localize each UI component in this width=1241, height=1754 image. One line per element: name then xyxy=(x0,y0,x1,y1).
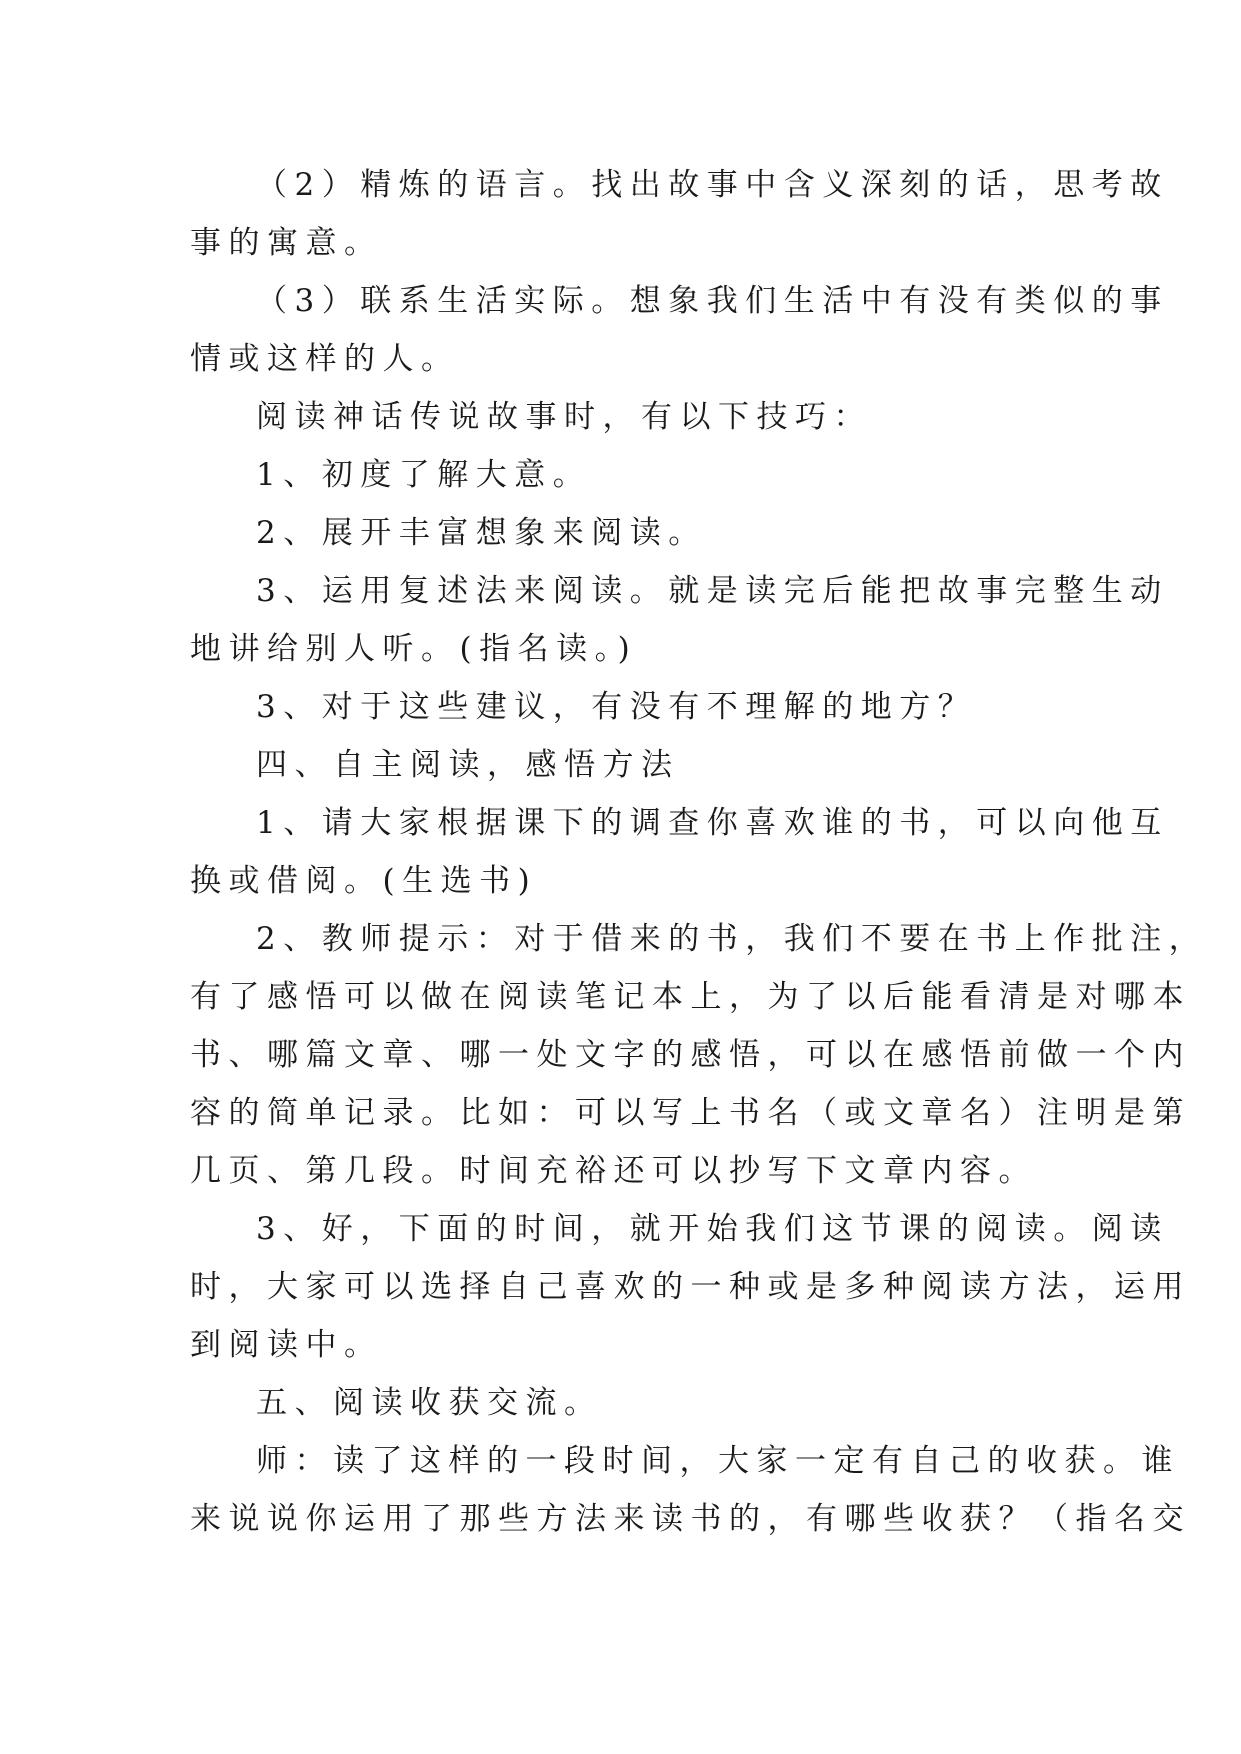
text-line: 1、初度了解大意。 xyxy=(256,457,592,493)
text-line: （3）联系生活实际。想象我们生活中有没有类似的事 xyxy=(256,283,1169,319)
text-line: 来说说你运用了那些方法来读书的，有哪些收获？（指名交 xyxy=(190,1501,1191,1537)
text-line: 容的简单记录。比如：可以写上书名（或文章名）注明是第 xyxy=(190,1095,1191,1131)
text-line: 情或这样的人。 xyxy=(190,341,460,377)
text-line: 有了感悟可以做在阅读笔记本上，为了以后能看清是对哪本 xyxy=(190,979,1191,1015)
text-line: 2、展开丰富想象来阅读。 xyxy=(256,515,707,551)
text-line: 地讲给别人听。(指名读。) xyxy=(190,631,638,667)
text-line: 书、哪篇文章、哪一处文字的感悟，可以在感悟前做一个内 xyxy=(190,1037,1191,1073)
text-line: 几页、第几段。时间充裕还可以抄写下文章内容。 xyxy=(190,1153,1037,1189)
text-line: （2）精炼的语言。找出故事中含义深刻的话，思考故 xyxy=(256,167,1169,203)
text-line: 时，大家可以选择自己喜欢的一种或是多种阅读方法，运用 xyxy=(190,1269,1191,1305)
text-line: 1、请大家根据课下的调查你喜欢谁的书，可以向他互 xyxy=(256,805,1169,841)
text-line: 事的寓意。 xyxy=(190,225,383,261)
text-line: 换或借阅。(生选书) xyxy=(190,863,538,899)
text-line: 3、对于这些建议，有没有不理解的地方？ xyxy=(256,689,977,725)
text-line: 3、运用复述法来阅读。就是读完后能把故事完整生动 xyxy=(256,573,1169,609)
text-line: 3、好，下面的时间，就开始我们这节课的阅读。阅读 xyxy=(256,1211,1169,1247)
text-line: 师：读了这样的一段时间，大家一定有自己的收获。谁 xyxy=(256,1443,1180,1479)
text-line: 到阅读中。 xyxy=(190,1327,383,1363)
text-line: 2、教师提示：对于借来的书，我们不要在书上作批注， xyxy=(256,921,1208,957)
section-heading: 五、阅读收获交流。 xyxy=(256,1385,603,1421)
section-heading: 四、自主阅读，感悟方法 xyxy=(256,747,680,783)
text-line: 阅读神话传说故事时，有以下技巧： xyxy=(256,399,872,435)
